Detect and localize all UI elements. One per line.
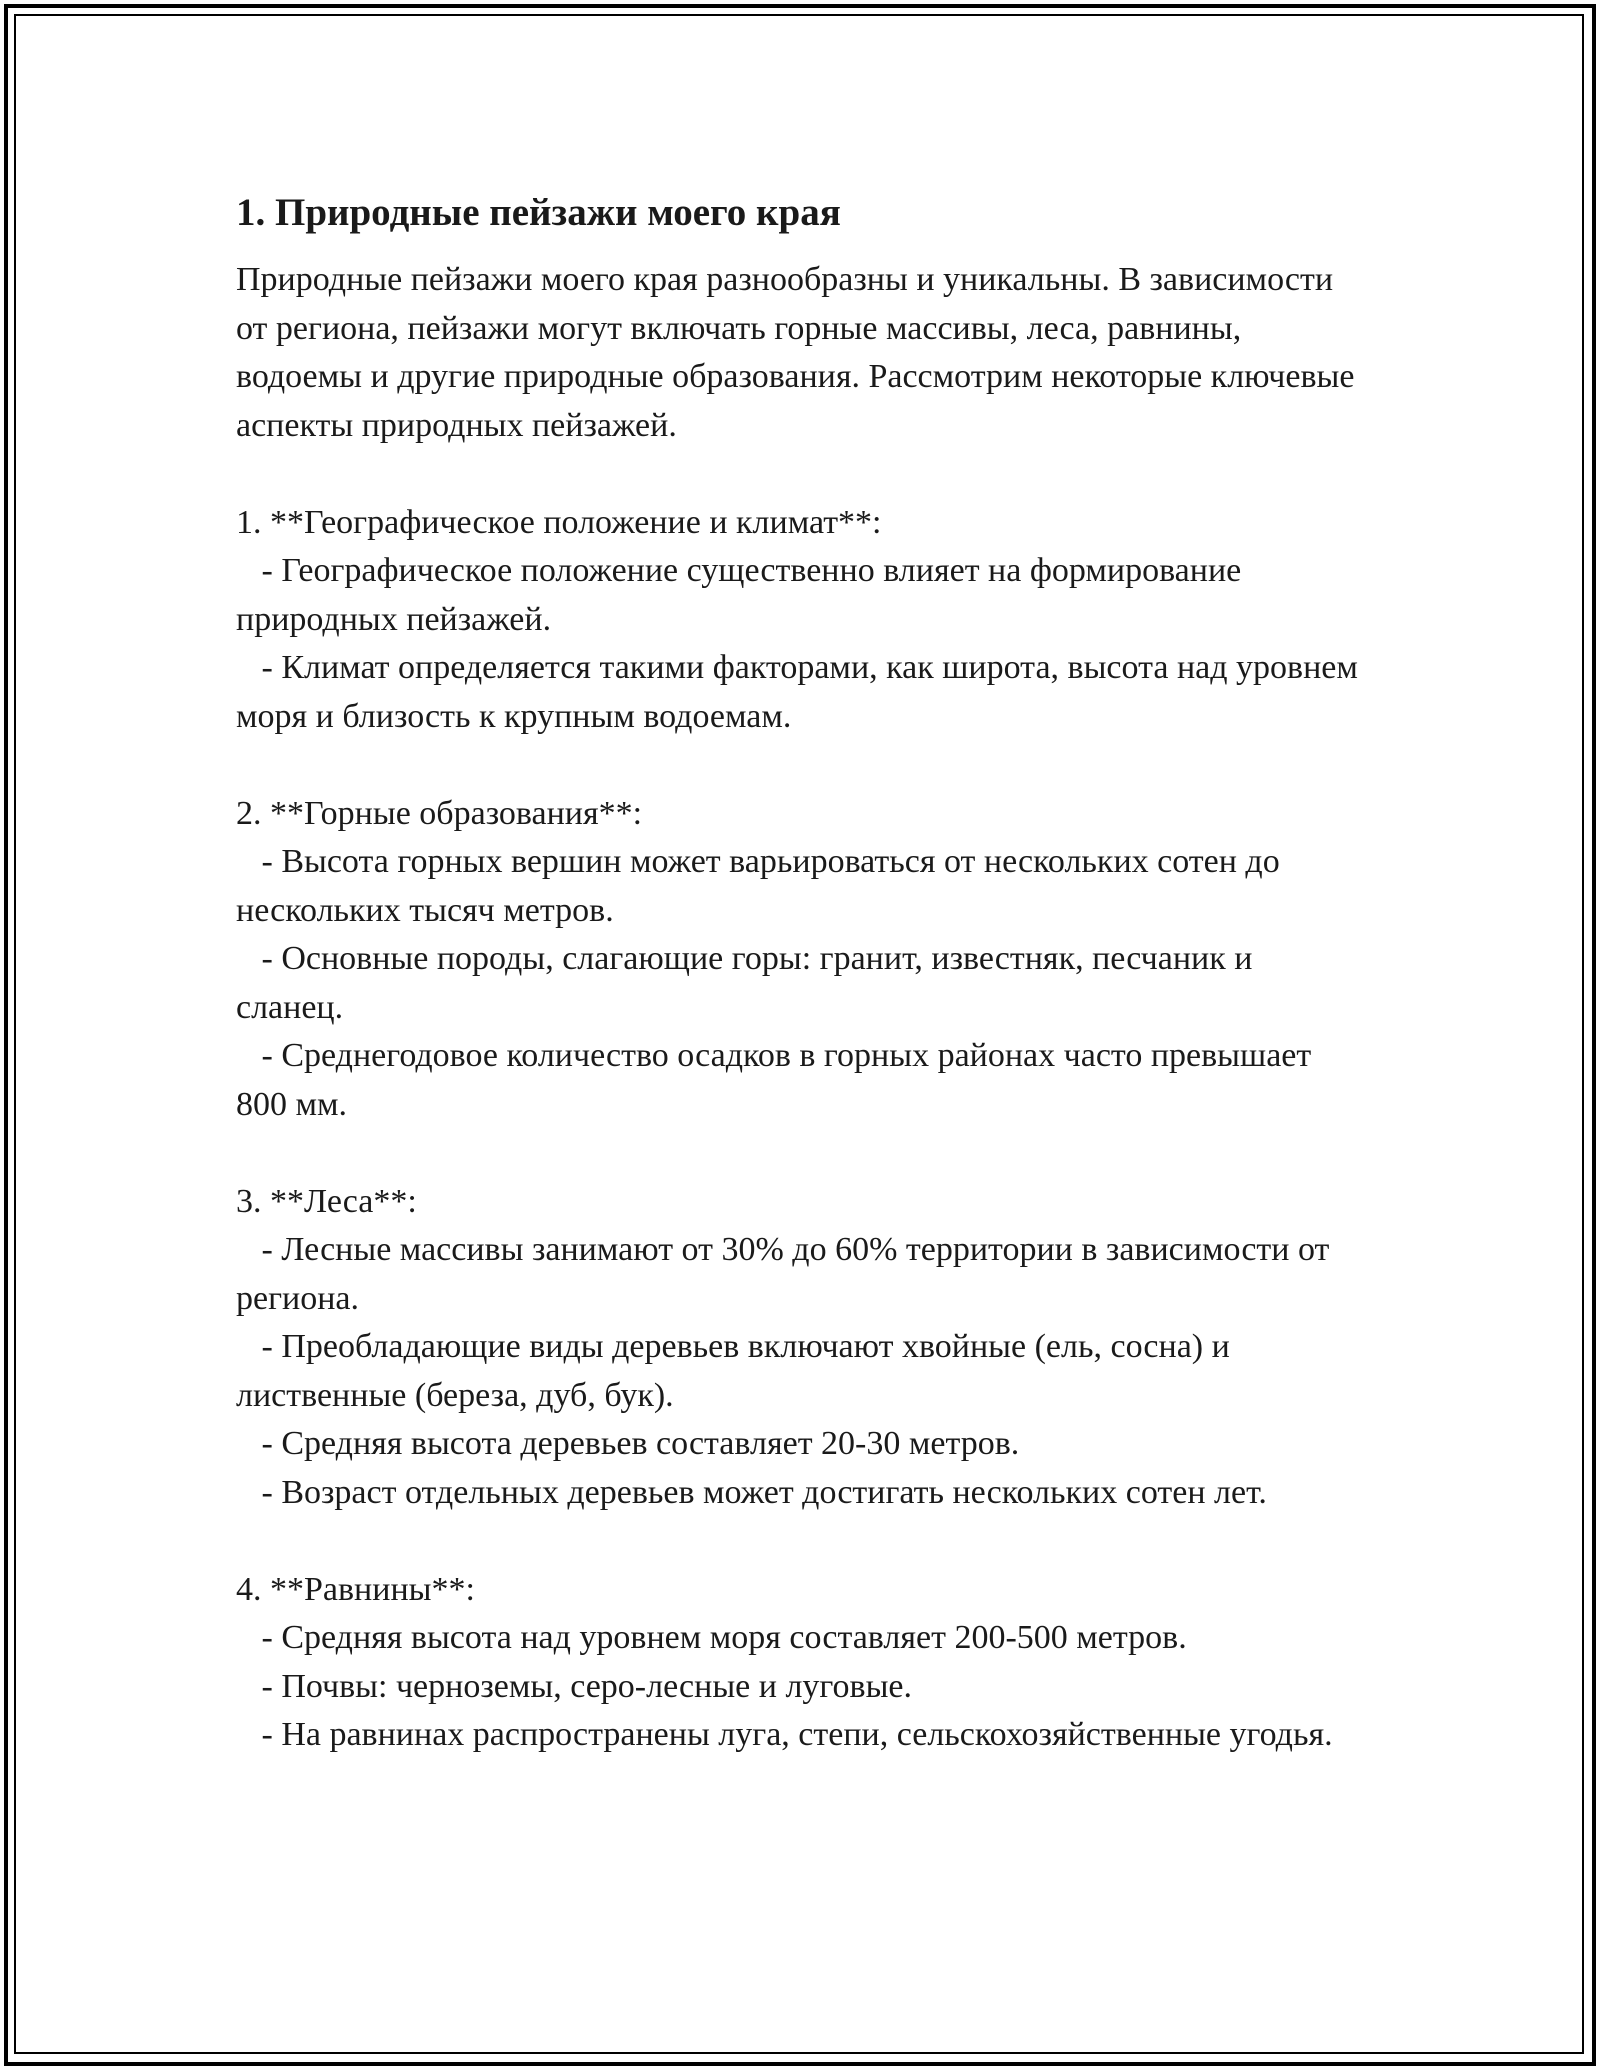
- section-mountains: [236, 790, 1366, 1130]
- section-plains: [236, 1566, 1366, 1760]
- spacer: [236, 1517, 1366, 1566]
- section-title: 1. **Географическое положение и климат**:: [236, 503, 882, 541]
- section-title: 2. **Горные образования**:: [236, 794, 643, 832]
- list-item: - Лесные массивы занимают от 30% до 60% территории в зависимости от региона.: [236, 1231, 1338, 1317]
- list-item: - Возраст отдельных деревьев может достигать нескольких сотен лет.: [236, 1473, 1267, 1511]
- list-item: - Почвы: черноземы, серо-лесные и луговые.: [236, 1667, 912, 1705]
- spacer: [236, 450, 1366, 499]
- section-forests: [236, 1178, 1366, 1518]
- document-body: [236, 186, 1366, 1760]
- list-item: - Высота горных вершин может варьироваться от нескольких сотен до нескольких тысяч метров.: [236, 843, 1289, 929]
- list-item: - Основные породы, слагающие горы: гранит, известняк, песчаник и сланец.: [236, 940, 1261, 1026]
- spacer: [236, 741, 1366, 790]
- section-title: 4. **Равнины**:: [236, 1570, 475, 1608]
- list-item: - Средняя высота деревьев составляет 20-30 метров.: [236, 1425, 1020, 1462]
- list-item: - Географическое положение существенно влияет на формирование природных пейзажей.: [236, 552, 1250, 638]
- spacer: [236, 1129, 1366, 1178]
- section-title: 3. **Леса**:: [236, 1182, 417, 1220]
- list-item: - Климат определяется такими факторами, как широта, высота над уровнем моря и близость к крупным водоемам.: [236, 649, 1367, 735]
- list-item: - Преобладающие виды деревьев включают хвойные (ель, сосна) и лиственные (береза, дуб, бук).: [236, 1328, 1239, 1414]
- list-item: - Среднегодовое количество осадков в горных районах часто превышает 800 мм.: [236, 1037, 1320, 1123]
- section-heading: 1. Природные пейзажи моего края: [236, 191, 841, 234]
- section-geography: [236, 499, 1366, 742]
- list-item: - На равнинах распространены луга, степи, сельскохозяйственные угодья.: [236, 1716, 1333, 1753]
- list-item: - Средняя высота над уровнем моря составляет 200-500 метров.: [236, 1619, 1187, 1656]
- intro-paragraph: Природные пейзажи моего края разнообразны и уникальны. В зависимости от региона, пейзажи могут включать горные массивы, леса, равнины, водоемы и другие природные образования. Рассмотрим некоторые ключевые аспекты природных пейзажей.: [236, 261, 1363, 444]
